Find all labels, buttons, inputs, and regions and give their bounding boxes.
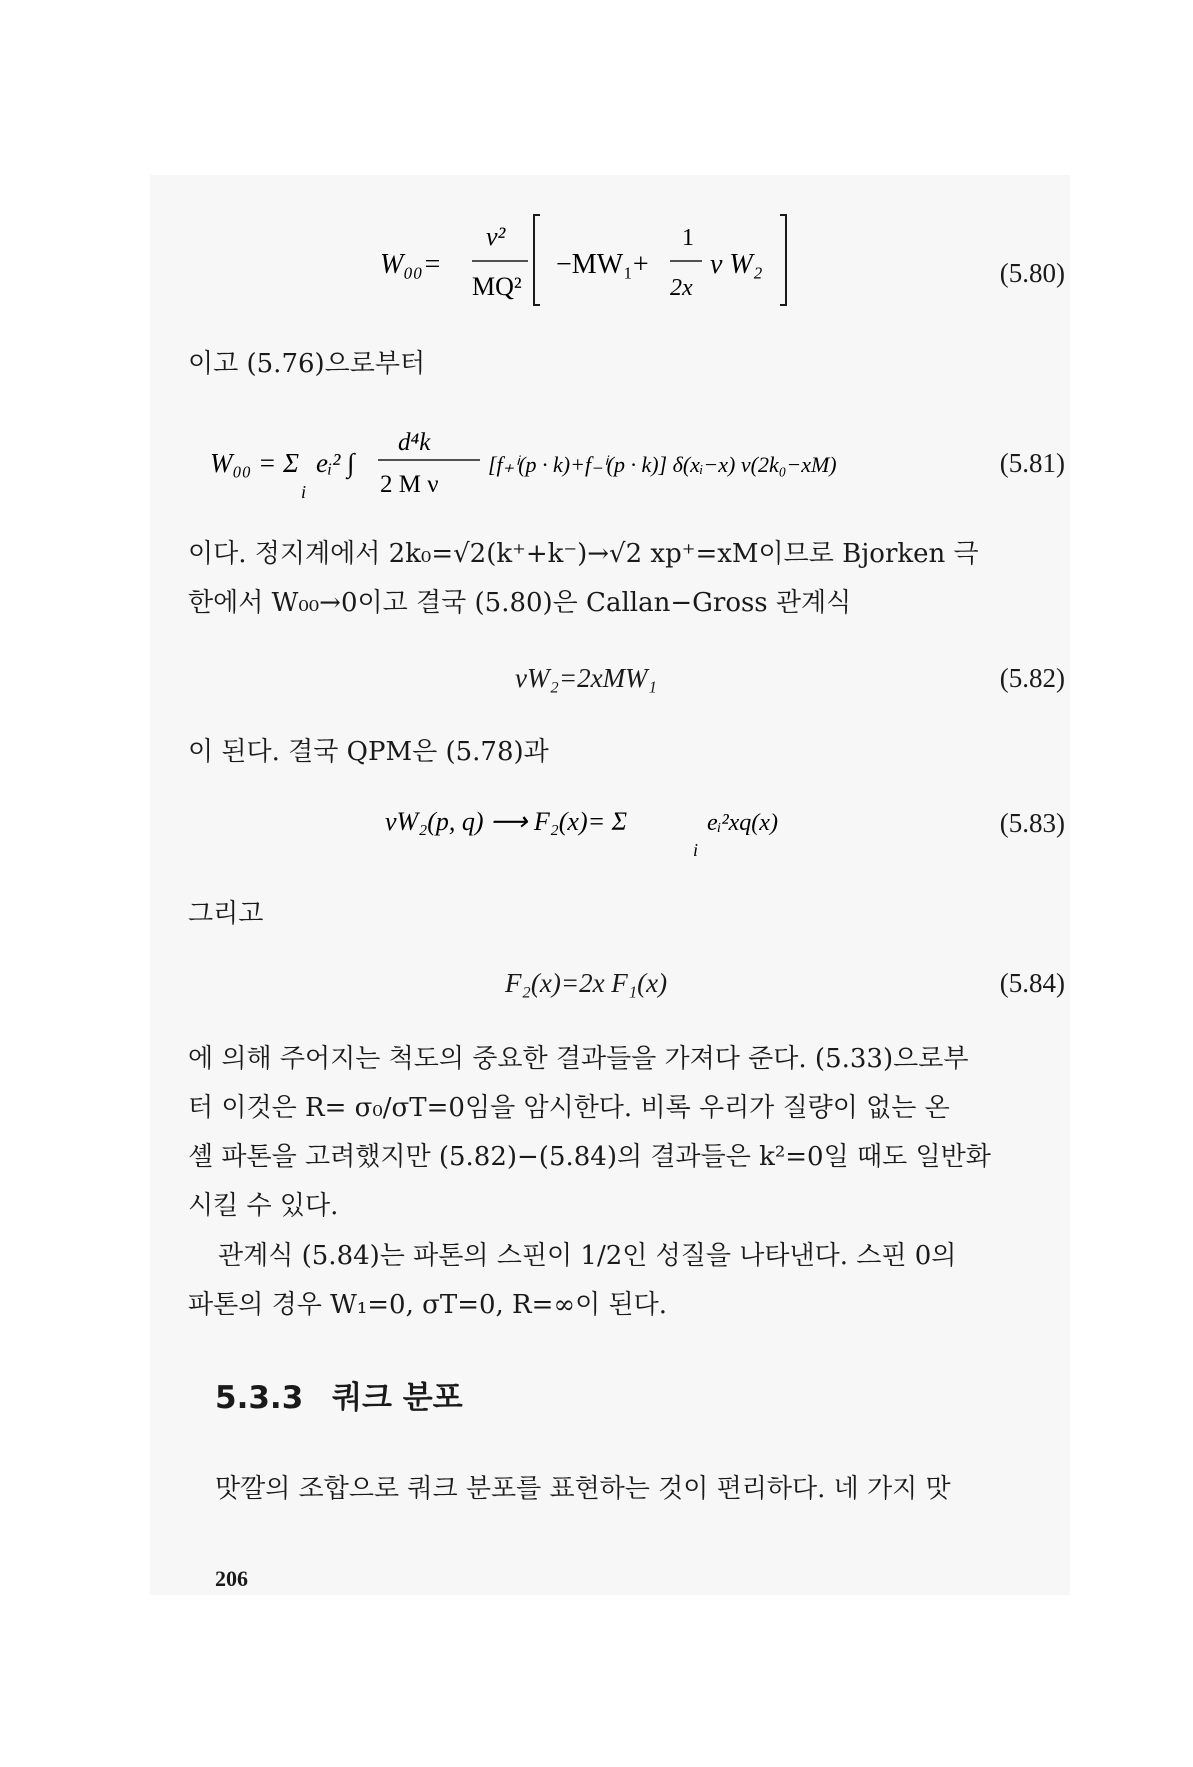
- svg-text:i: i: [301, 482, 307, 502]
- svg-text:eᵢ² ∫: eᵢ² ∫: [316, 448, 355, 478]
- equation-5-84: F₂(x)=2x F₁(x): [505, 968, 668, 998]
- svg-text:eᵢ²xq(x): eᵢ²xq(x): [707, 810, 778, 836]
- paragraph-5: [188, 1035, 1058, 1231]
- svg-text:i: i: [693, 840, 699, 860]
- equation-5-82: νW₂=2xMW₁: [515, 663, 657, 693]
- equation-5-80-formula: [380, 205, 820, 315]
- svg-text:W₀₀=: W₀₀=: [380, 249, 442, 280]
- equation-5-83-formula: [385, 800, 825, 870]
- svg-text:−MW₁+: −MW₁+: [556, 249, 649, 280]
- paragraph-line: 이다. 정지계에서 2k₀=√2(k⁺+k⁻)→√2 xp⁺=xM이므로 Bjorken 극: [188, 539, 979, 569]
- equation-number: (5.82): [999, 663, 1065, 693]
- paragraph-line: 파톤의 경우 W₁=0, σT=0, R=∞이 된다.: [188, 1290, 667, 1320]
- paragraph-4: 그리고: [188, 899, 264, 929]
- section-heading: [215, 1372, 463, 1417]
- svg-text:2 M ν: 2 M ν: [380, 471, 439, 498]
- section-number: 5.3.3: [215, 1380, 304, 1416]
- paragraph-line: 셸 파톤을 고려했지만 (5.82)−(5.84)의 결과들은 k²=0일 때도 일반화: [188, 1142, 991, 1172]
- equation-number: (5.80): [999, 258, 1065, 288]
- equation-number: (5.84): [999, 968, 1065, 998]
- svg-text:νW₂(p, q) ⟶ F₂(x)= Σ: νW₂(p, q) ⟶ F₂(x)= Σ: [385, 807, 628, 836]
- svg-text:1: 1: [682, 225, 694, 251]
- paragraph-line: 에 의해 주어지는 척도의 중요한 결과들을 가져다 준다. (5.33)으로부: [188, 1044, 969, 1074]
- svg-text:MQ²: MQ²: [472, 272, 522, 301]
- section-title: 쿼크 분포: [332, 1380, 463, 1416]
- svg-text:[f₊ⁱ(p · k)+f₋ⁱ(p · k)] δ(xᵢ−x: [f₊ⁱ(p · k)+f₋ⁱ(p · k)] δ(xᵢ−x) ν(2k₀−xM): [488, 452, 837, 477]
- equation-5-81-formula: [210, 422, 980, 518]
- paragraph-line: 시킬 수 있다.: [188, 1191, 339, 1221]
- svg-text:ν W₂: ν W₂: [710, 249, 763, 280]
- paragraph-line: 관계식 (5.84)는 파톤의 스핀이 1/2인 성질을 나타낸다. 스핀 0의: [218, 1241, 957, 1271]
- paragraph-1: 이고 (5.76)으로부터: [188, 349, 426, 379]
- paragraph-6: [188, 1232, 1058, 1330]
- equation-number: (5.83): [999, 808, 1065, 838]
- page-number: 206: [215, 1566, 248, 1591]
- equation-number: (5.81): [999, 448, 1065, 478]
- svg-text:W₀₀ = Σ: W₀₀ = Σ: [210, 448, 300, 478]
- paragraph-7: 맛깔의 조합으로 쿼크 분포를 표현하는 것이 편리하다. 네 가지 맛: [215, 1474, 951, 1504]
- paragraph-2: [188, 530, 1058, 628]
- paragraph-line: 한에서 W₀₀→0이고 결국 (5.80)은 Callan−Gross 관계식: [188, 588, 852, 618]
- paragraph-line: 터 이것은 R= σ₀/σT=0임을 암시한다. 비록 우리가 질량이 없는 온: [188, 1093, 950, 1123]
- paragraph-3: 이 된다. 결국 QPM은 (5.78)과: [188, 737, 549, 767]
- svg-text:ν²: ν²: [486, 222, 506, 251]
- svg-text:d⁴k: d⁴k: [398, 429, 431, 456]
- svg-text:2x: 2x: [670, 275, 693, 301]
